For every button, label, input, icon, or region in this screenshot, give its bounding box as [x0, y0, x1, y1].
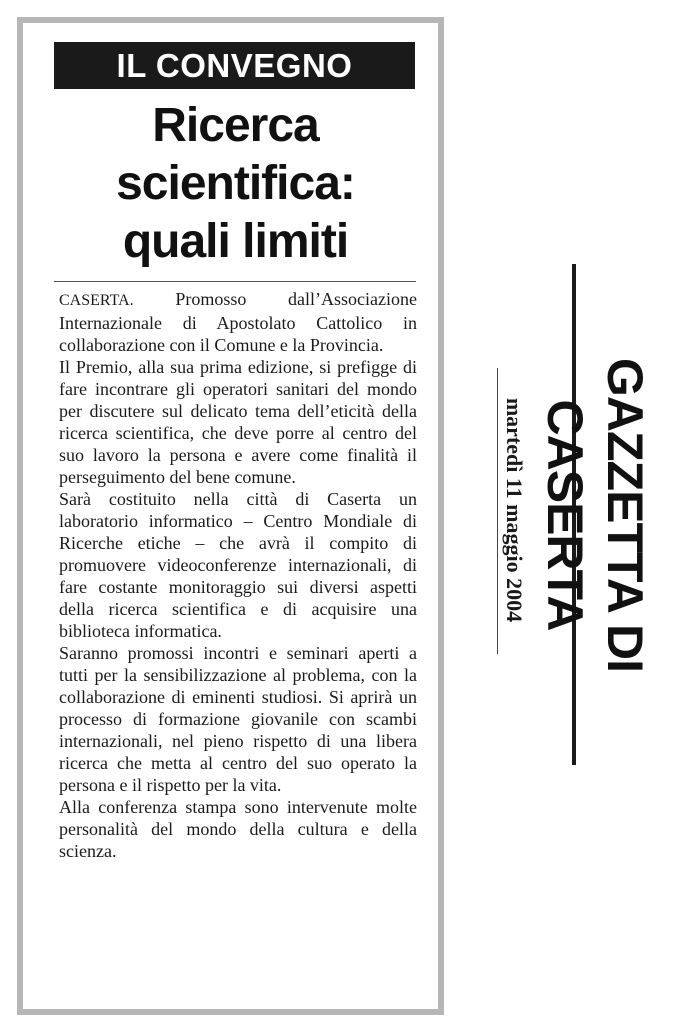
headline-line-3: quali limiti	[122, 215, 349, 268]
newspaper-clipping	[17, 17, 444, 1015]
newspaper-masthead: GAZZETTA DI CASERTA	[537, 358, 653, 672]
section-kicker: IL CONVEGNO	[54, 42, 415, 89]
headline-divider	[54, 281, 416, 282]
issue-date: martedì 11 maggio 2004	[502, 397, 527, 623]
article-paragraph: Saranno promossi incontri e seminari aperti a tutti per la sensibilizzazione al problema, con la collaborazione di eminenti studiosi. Si aprirà un processo di formazione giovanile con scambi internazionali, nel pieno rispetto di una libera ricerca che metta al centro del suo operato la persona e il rispetto per la vita.	[59, 643, 417, 795]
headline-line-1: Ricerca	[152, 99, 319, 152]
date-divider	[497, 368, 498, 654]
article-paragraph: Sarà costituito nella città di Caserta un laboratorio informatico – Centro Mondiale di Ricerche etiche – che avrà il compito di promuovere videoconferenze internazionali, di fare costante monitoraggio sui diversi aspetti della ricerca scientifica e di acquisire una biblioteca informatica.	[59, 489, 417, 641]
headline-line-2: scientifica:	[116, 157, 355, 210]
article-body	[59, 288, 417, 862]
article-paragraph: Alla conferenza stampa sono intervenute molte personalità del mondo della cultura e della scienza.	[59, 797, 417, 861]
article-paragraph: CASERTA. Promosso dall’Associazione Internazionale di Apostolato Cattolico in collaborazione con il Comune e la Provincia.	[59, 289, 417, 355]
article-paragraph: Il Premio, alla sua prima edizione, si prefigge di fare incontrare gli operatori sanitari del mondo per discutere sul delicato tema dell’eticità della ricerca scientifica, che deve porre al centro del suo lavoro la persona e avere come finalità il perseguimento del bene comune.	[59, 357, 417, 487]
dateline: CASERTA.	[59, 292, 134, 309]
article-headline	[43, 97, 428, 271]
